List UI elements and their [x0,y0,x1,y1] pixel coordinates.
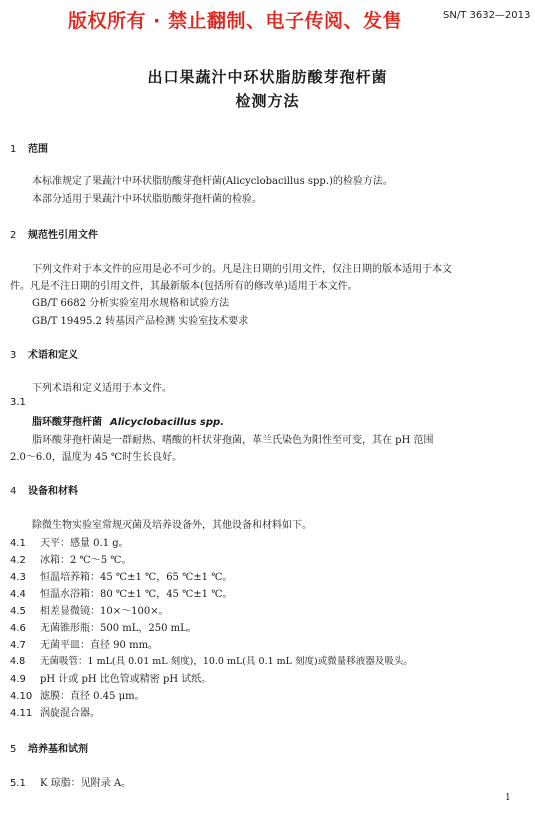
item-number: 4.1 [10,538,26,549]
item-number: 4.2 [10,555,26,566]
normative-reference-2: GB/T 19495.2 转基因产品检测 实验室技术要求 [32,316,249,327]
item-number: 4.6 [10,623,26,634]
section-1-heading [10,140,48,155]
item-text: 滤膜：直径 0.45 μm。 [40,691,145,702]
section-5-heading [10,740,88,755]
list-item [10,534,129,549]
document-subtitle: 检测方法 [235,92,300,110]
item-number: 4.4 [10,589,26,600]
item-text: 天平：感量 0.1 g。 [40,538,129,549]
document-title: 出口果蔬汁中环状脂肪酸芽孢杆菌 [147,68,388,86]
list-item [10,551,131,566]
item-number: 4.7 [10,640,26,651]
item-number: 4.9 [10,674,26,685]
section-title: 术语和定义 [28,350,78,361]
term-definition-line-2: 2.0～6.0，温度为 45 ℃时生长良好。 [10,452,183,463]
section-2-heading [10,226,98,241]
item-number: 5.1 [10,778,26,789]
section-3-paragraph: 下列术语和定义适用于本文件。 [32,383,172,394]
section-2-paragraph-line-1: 下列文件对于本文件的应用是必不可少的。凡是注日期的引用文件，仅注日期的版本适用于本文 [32,264,452,275]
list-item [10,653,413,667]
list-item [10,636,158,651]
section-number: 3 [10,350,17,361]
section-title: 设备和材料 [28,486,78,497]
item-text: K 琼脂：见附录 A。 [40,778,132,789]
list-item [10,619,197,634]
section-number: 2 [10,230,17,241]
section-4-paragraph: 除微生物实验室常规灭菌及培养设备外，其他设备和材料如下。 [32,520,312,531]
section-title: 培养基和试剂 [28,744,88,755]
list-item [10,670,211,685]
list-item [10,774,131,789]
term-definition-line-1: 脂环酸芽孢杆菌是一群耐热、嗜酸的杆状芽孢菌，革兰氏染色为阳性至可变，其在 pH 范围 [32,435,434,446]
item-text: 无菌平皿：直径 90 mm。 [40,640,159,651]
list-item [10,585,232,600]
section-title: 规范性引用文件 [28,230,98,241]
section-1-paragraph-1: 本标准规定了果蔬汁中环状脂肪酸芽孢杆菌(Alicyclobacillus spp.)的检验方法。 [32,176,393,187]
item-text: 相差显微镜：10×～100×。 [40,606,169,617]
item-number: 4.5 [10,606,26,617]
page-number: 1 [505,793,511,803]
item-number: 4.8 [10,656,26,667]
item-text: 无菌锥形瓶：500 mL，250 mL。 [40,623,197,634]
section-4-heading [10,482,78,497]
item-text: 恒温水浴箱：80 ℃±1 ℃，45 ℃±1 ℃。 [40,589,233,600]
document-number: SN/T 3632—2013 [443,10,531,21]
item-text: pH 计或 pH 比色管或精密 pH 试纸。 [40,674,212,685]
term-english: Alicyclobacillus spp. [110,417,225,428]
watermark-banner: 版权所有 · 禁止翻制、电子传阅、发售 [68,10,402,32]
list-item [10,687,145,702]
list-item [10,568,232,583]
term-entry [32,413,224,428]
section-number: 5 [10,744,17,755]
term-chinese: 脂环酸芽孢杆菌 [32,417,102,428]
list-item [10,704,100,719]
section-number: 4 [10,486,17,497]
item-number: 4.10 [10,691,33,702]
item-number: 4.3 [10,572,26,583]
section-2-paragraph-line-2: 件。凡是不注日期的引用文件，其最新版本(包括所有的修改单)适用于本文件。 [10,281,358,292]
subsection-number: 3.1 [10,397,26,408]
item-text: 冰箱：2 ℃～5 ℃。 [40,555,132,566]
item-number: 4.11 [10,708,33,719]
section-3-heading [10,346,78,361]
list-item [10,602,169,617]
section-title: 范围 [28,144,48,155]
normative-reference-1: GB/T 6682 分析实验室用水规格和试验方法 [32,298,230,309]
item-text: 涡旋混合器。 [40,708,100,719]
section-1-paragraph-2: 本部分适用于果蔬汁中环状脂肪酸芽孢杆菌的检验。 [32,194,262,205]
item-text: 恒温培养箱：45 ℃±1 ℃，65 ℃±1 ℃。 [40,572,233,583]
section-number: 1 [10,144,17,155]
item-text: 无菌吸管：1 mL(具 0.01 mL 刻度)，10.0 mL(具 0.1 mL 刻度)或微量移液器及吸头。 [40,656,413,667]
